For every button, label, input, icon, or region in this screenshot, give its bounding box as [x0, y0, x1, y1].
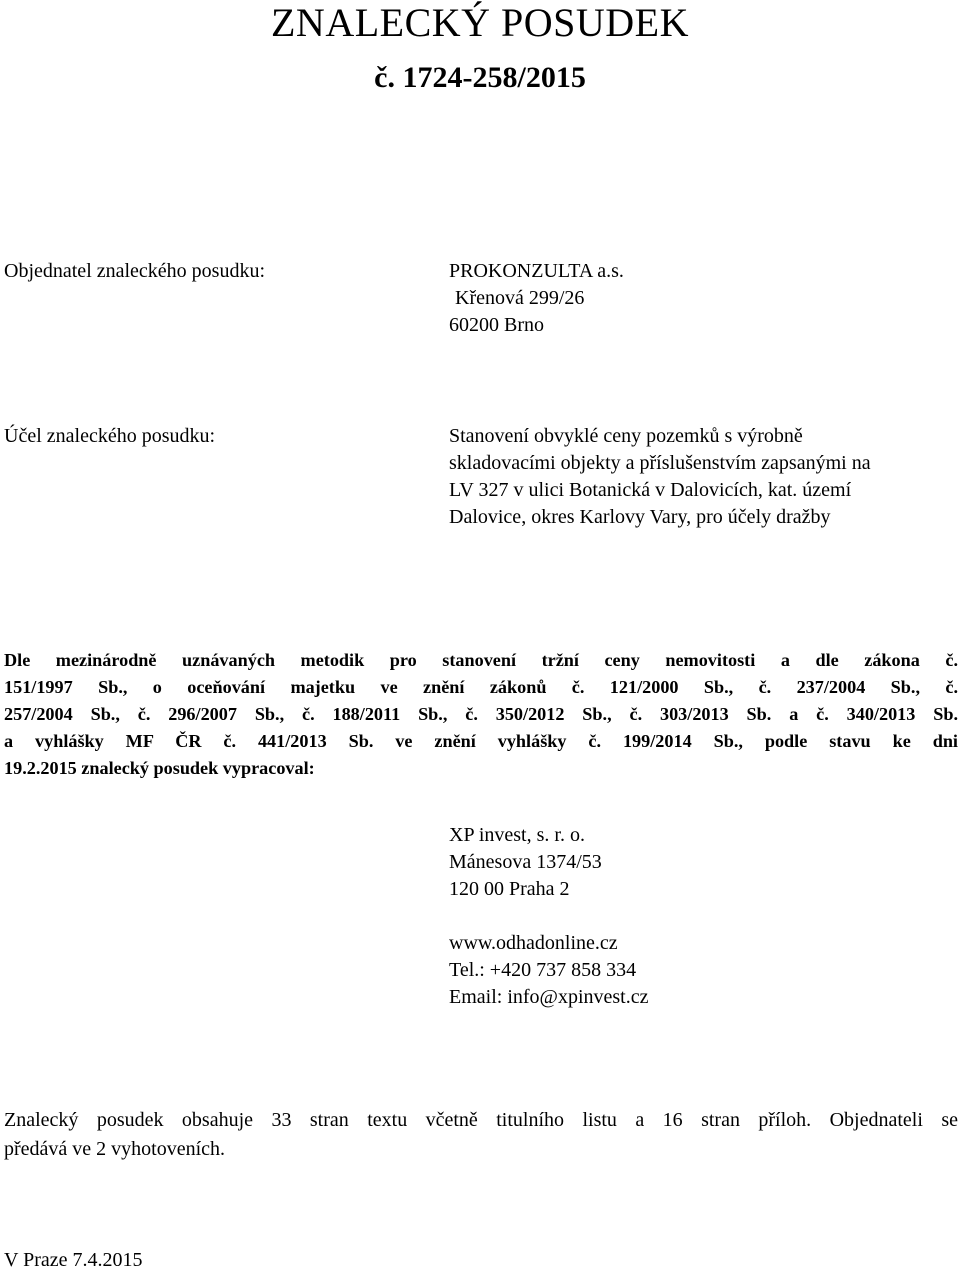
client-name: PROKONZULTA a.s. [449, 260, 624, 282]
expert-details [449, 822, 602, 903]
expert-city: 120 00 Praha 2 [449, 878, 570, 900]
purpose-line: skladovacími objekty a příslušenstvím zapsanými na [449, 452, 871, 474]
methodology-line: a vyhlášky MF ČR č. 441/2013 Sb. ve znění vyhlášky č. 199/2014 Sb., podle stavu ke dni [4, 731, 958, 751]
expert-phone: Tel.: +420 737 858 334 [449, 959, 637, 981]
footer-line: předává ve 2 vyhotoveních. [4, 1138, 226, 1160]
expert-email[interactable]: Email: info@xpinvest.cz [449, 986, 649, 1008]
expert-web-link[interactable]: www.odhadonline.cz [449, 932, 618, 954]
client-street: Křenová 299/26 [455, 287, 585, 309]
document-number: č. 1724-258/2015 [374, 61, 586, 94]
methodology-line: 257/2004 Sb., č. 296/2007 Sb., č. 188/2011 Sb., č. 350/2012 Sb., č. 303/2013 Sb. a č. 340/2013 Sb. [4, 704, 958, 724]
expert-contacts [449, 930, 648, 1011]
client-details [449, 258, 624, 339]
methodology-paragraph [4, 647, 958, 782]
purpose-label: Účel znaleckého posudku: [4, 425, 216, 447]
client-city: 60200 Brno [449, 314, 544, 336]
expert-street: Mánesova 1374/53 [449, 851, 602, 873]
purpose-line: Dalovice, okres Karlovy Vary, pro účely dražby [449, 506, 831, 528]
page-count-note [4, 1106, 958, 1164]
client-label: Objednatel znaleckého posudku: [4, 260, 266, 282]
methodology-line: 151/1997 Sb., o oceňování majetku ve znění zákonů č. 121/2000 Sb., č. 237/2004 Sb., č. [4, 677, 958, 697]
place-date: V Praze 7.4.2015 [4, 1249, 143, 1271]
methodology-line: Dle mezinárodně uznávaných metodik pro stanovení tržní ceny nemovitosti a dle zákona č. [4, 650, 958, 670]
footer-line: Znalecký posudek obsahuje 33 stran textu včetně titulního listu a 16 stran příloh. Objednateli se [4, 1109, 958, 1131]
purpose-line: Stanovení obvyklé ceny pozemků s výrobně [449, 425, 803, 447]
expert-name: XP invest, s. r. o. [449, 824, 585, 846]
document-title: ZNALECKÝ POSUDEK [271, 0, 689, 45]
purpose-text [449, 423, 871, 531]
purpose-line: LV 327 v ulici Botanická v Dalovicích, kat. území [449, 479, 852, 501]
methodology-line: 19.2.2015 znalecký posudek vypracoval: [4, 758, 315, 778]
